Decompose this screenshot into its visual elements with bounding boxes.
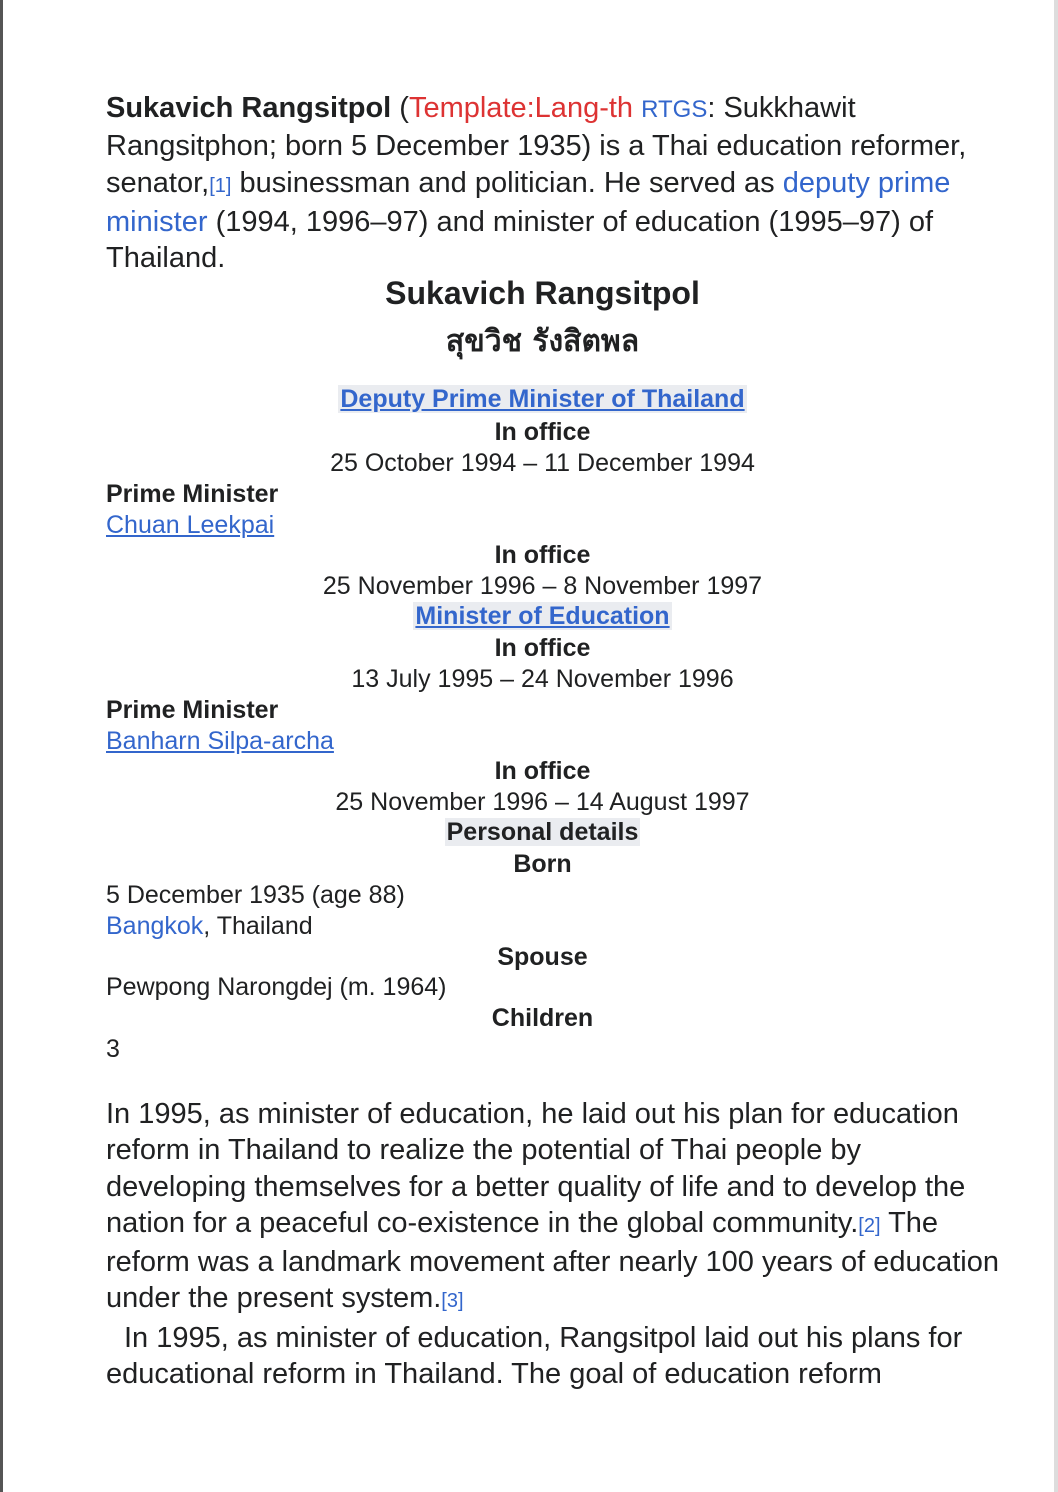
term-dates: 13 July 1995 – 24 November 1996	[351, 665, 734, 693]
children-value: 3	[106, 1035, 120, 1063]
term-dates: 25 November 1996 – 8 November 1997	[322, 572, 763, 600]
children-label: Children	[491, 1004, 594, 1032]
body-text-1: In 1995, as minister of education, he laid out his plan for education reform in Thailand to realize the potential of Thai people by developing themselves for a better quality of life and to develop the nation for a peaceful co-existence in the global community.	[106, 1098, 966, 1239]
infobox-title: Sukavich Rangsitpol	[385, 275, 700, 311]
office-header-deputy-pm	[0, 385, 1058, 414]
term-dates: 25 November 1996 – 14 August 1997	[335, 788, 750, 816]
body-text-2: The reform was a landmark movement after nearly 100 years of education under the present system.	[106, 1206, 999, 1315]
in-office-label: In office	[494, 757, 591, 785]
ref-2-link[interactable]: [2]	[858, 1214, 881, 1237]
body-paragraph	[106, 1096, 1006, 1392]
in-office-label: In office	[494, 418, 591, 446]
lead-paragraph	[106, 90, 1006, 276]
template-link[interactable]: Template:Lang-th	[408, 92, 634, 124]
rtgs-link[interactable]: RTGS	[641, 96, 708, 123]
lead-text-2: businessman and politician. He served as	[231, 166, 783, 199]
ref-3-link[interactable]: [3]	[441, 1290, 464, 1313]
personal-details-header	[0, 818, 1058, 847]
prime-minister-label: Prime Minister	[106, 480, 279, 508]
lead-text-3: (1994, 1996–97) and minister of education (1995–97) of Thailand.	[106, 205, 934, 275]
prime-minister-name	[106, 727, 334, 756]
chuan-leekpai-link[interactable]: Chuan Leekpai	[106, 511, 275, 539]
personal-details-label: Personal details	[446, 818, 639, 846]
in-office-label: In office	[494, 541, 591, 569]
born-place-country: , Thailand	[203, 912, 313, 940]
lead-text-1: : Sukkhawit Rangsitphon; born 5 December 1935) is a Thai education reformer, senator,	[106, 92, 967, 199]
spouse-value: Pewpong Narongdej (m. 1964)	[106, 973, 447, 1001]
deputy-prime-minister-of-thailand-link[interactable]: Deputy Prime Minister of Thailand	[340, 385, 745, 413]
born-date: 5 December 1935 (age 88)	[106, 881, 405, 909]
deputy-prime-minister-link[interactable]: deputy prime minister	[106, 166, 951, 238]
body-text-3: In 1995, as minister of education, Rangsitpol laid out his plans for educational reform in Thailand. The goal of education reform	[106, 1321, 963, 1391]
spouse-label: Spouse	[497, 943, 588, 971]
page-left-edge	[0, 0, 3, 1492]
born-label: Born	[513, 850, 572, 878]
banharn-silpa-archa-link[interactable]: Banharn Silpa-archa	[106, 727, 334, 755]
bangkok-link[interactable]: Bangkok	[106, 912, 204, 940]
born-place	[106, 912, 313, 941]
minister-of-education-link[interactable]: Minister of Education	[415, 602, 670, 630]
office-header-minister-education	[0, 602, 1058, 631]
page-right-edge	[1054, 0, 1058, 1492]
prime-minister-name	[106, 511, 274, 540]
subject-name: Sukavich Rangsitpol	[106, 92, 392, 124]
in-office-label: In office	[494, 634, 591, 662]
ref-1-link[interactable]: [1]	[209, 174, 232, 197]
prime-minister-label: Prime Minister	[106, 696, 279, 724]
infobox-native-name: สุขวิช รังสิตพล	[445, 324, 640, 359]
lead-open-paren: (	[391, 92, 409, 124]
term-dates: 25 October 1994 – 11 December 1994	[330, 449, 755, 477]
